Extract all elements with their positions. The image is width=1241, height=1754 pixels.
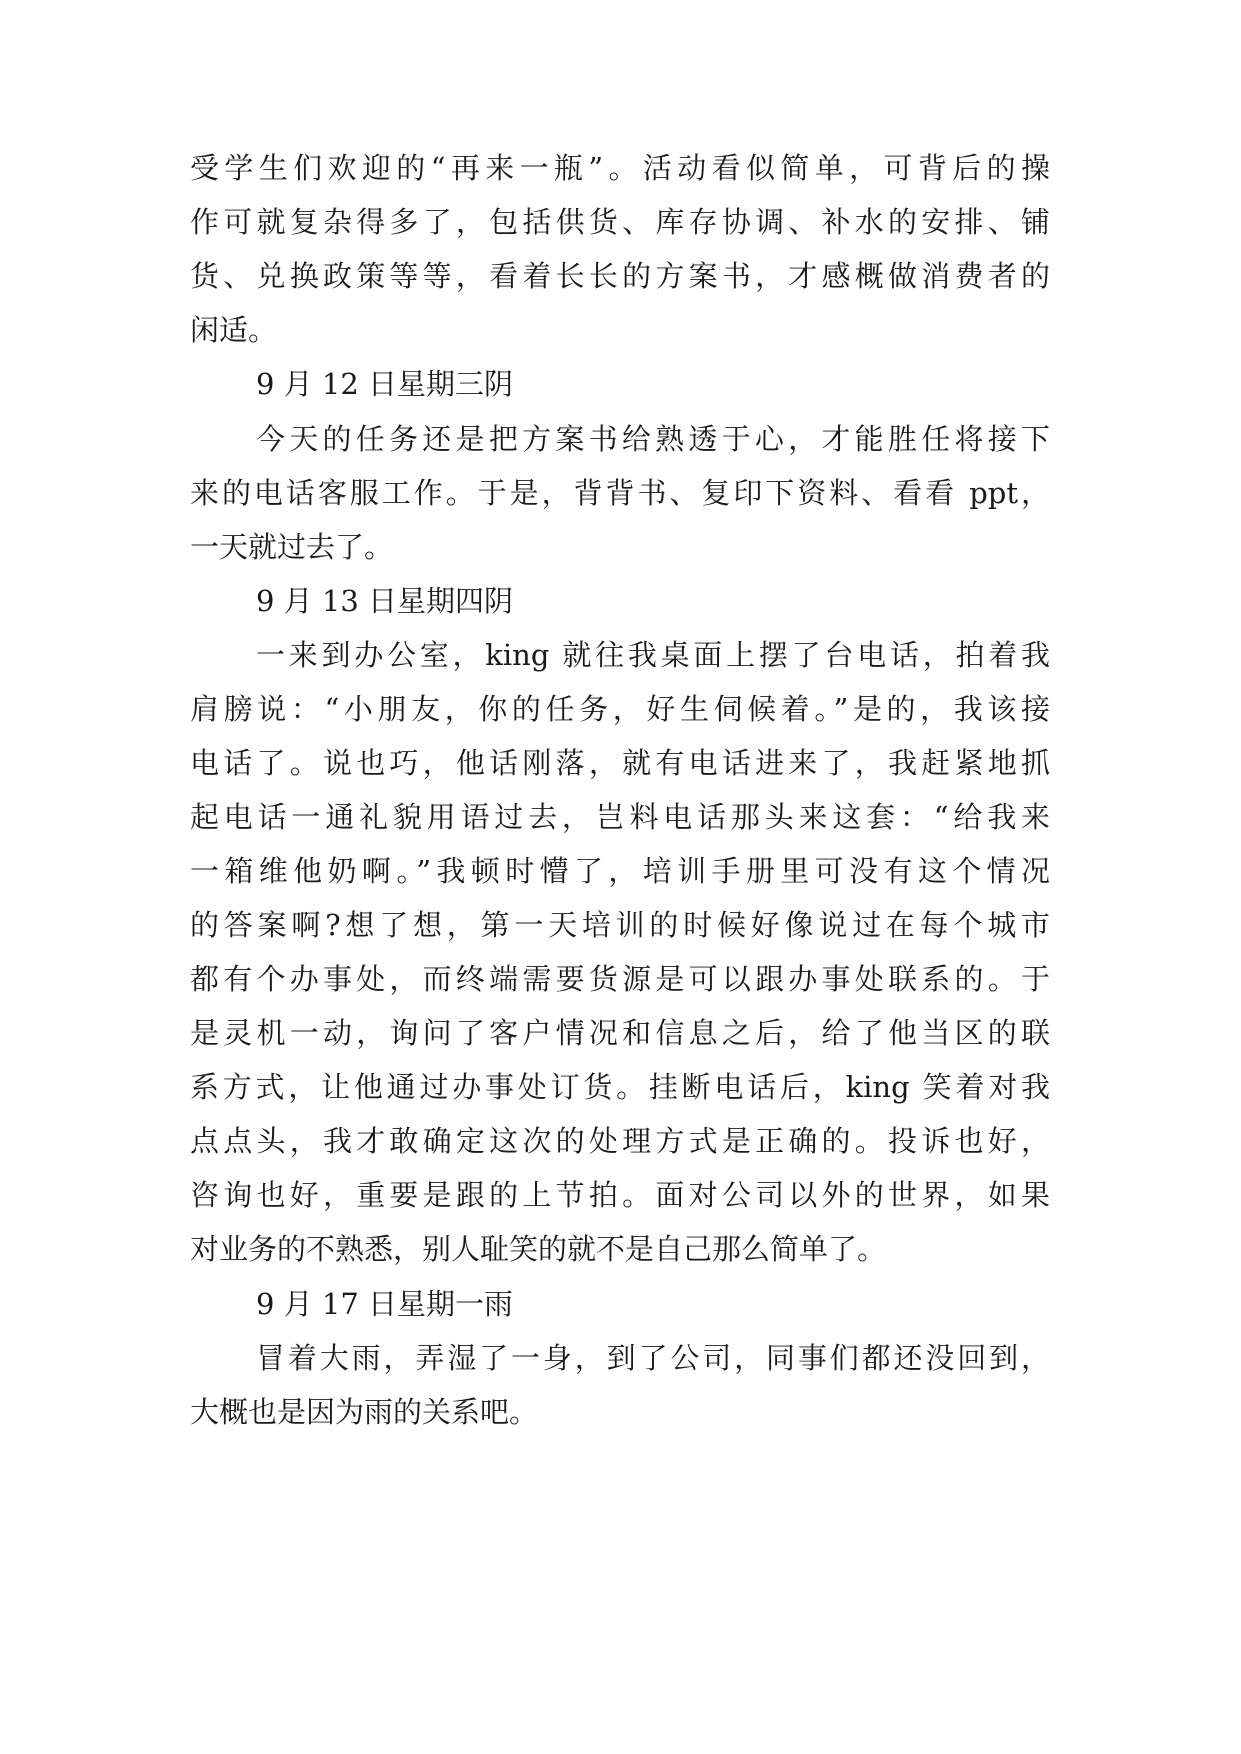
paragraph-line: 一来到办公室，king 就往我桌面上摆了台电话，拍着我 bbox=[256, 638, 1050, 672]
diary-date-heading: 9 月 12 日星期三阴 bbox=[256, 367, 514, 401]
paragraph-line: 作可就复杂得多了，包括供货、库存协调、补水的安排、铺 bbox=[190, 205, 1050, 239]
paragraph-line: 货、兑换政策等等，看着长长的方案书，才感概做消费者的 bbox=[190, 259, 1050, 293]
paragraph-line: 大概也是因为雨的关系吧。 bbox=[190, 1395, 539, 1429]
diary-date-heading: 9 月 13 日星期四阴 bbox=[256, 584, 514, 618]
paragraph-line: 的答案啊?想了想，第一天培训的时候好像说过在每个城市 bbox=[190, 908, 1050, 942]
paragraph-line: 电话了。说也巧，他话刚落，就有电话进来了，我赶紧地抓 bbox=[190, 746, 1050, 780]
paragraph-line: 来的电话客服工作。于是，背背书、复印下资料、看看 ppt， bbox=[190, 476, 1050, 510]
paragraph-line: 是灵机一动，询问了客户情况和信息之后，给了他当区的联 bbox=[190, 1016, 1050, 1050]
paragraph-line: 肩膀说：“小朋友，你的任务，好生伺候着。”是的，我该接 bbox=[190, 692, 1050, 726]
paragraph-line: 受学生们欢迎的“再来一瓶”。活动看似简单，可背后的操 bbox=[190, 151, 1050, 185]
paragraph-line: 都有个办事处，而终端需要货源是可以跟办事处联系的。于 bbox=[190, 962, 1050, 996]
paragraph-line: 对业务的不熟悉，别人耻笑的就不是自己那么简单了。 bbox=[190, 1232, 887, 1266]
paragraph-line: 起电话一通礼貌用语过去，岂料电话那头来这套：“给我来 bbox=[190, 800, 1050, 834]
paragraph-line: 冒着大雨，弄湿了一身，到了公司，同事们都还没回到， bbox=[256, 1341, 1050, 1375]
diary-date-heading: 9 月 17 日星期一雨 bbox=[256, 1287, 514, 1321]
paragraph-line: 今天的任务还是把方案书给熟透于心，才能胜任将接下 bbox=[256, 422, 1050, 456]
paragraph-line: 闲适。 bbox=[190, 313, 278, 347]
paragraph-line: 系方式，让他通过办事处订货。挂断电话后，king 笑着对我 bbox=[190, 1070, 1050, 1104]
paragraph-line: 一箱维他奶啊。”我顿时懵了，培训手册里可没有这个情况 bbox=[190, 854, 1050, 888]
paragraph-line: 咨询也好，重要是跟的上节拍。面对公司以外的世界，如果 bbox=[190, 1178, 1050, 1212]
paragraph-line: 一天就过去了。 bbox=[190, 530, 394, 564]
paragraph-line: 点点头，我才敢确定这次的处理方式是正确的。投诉也好， bbox=[190, 1124, 1050, 1158]
